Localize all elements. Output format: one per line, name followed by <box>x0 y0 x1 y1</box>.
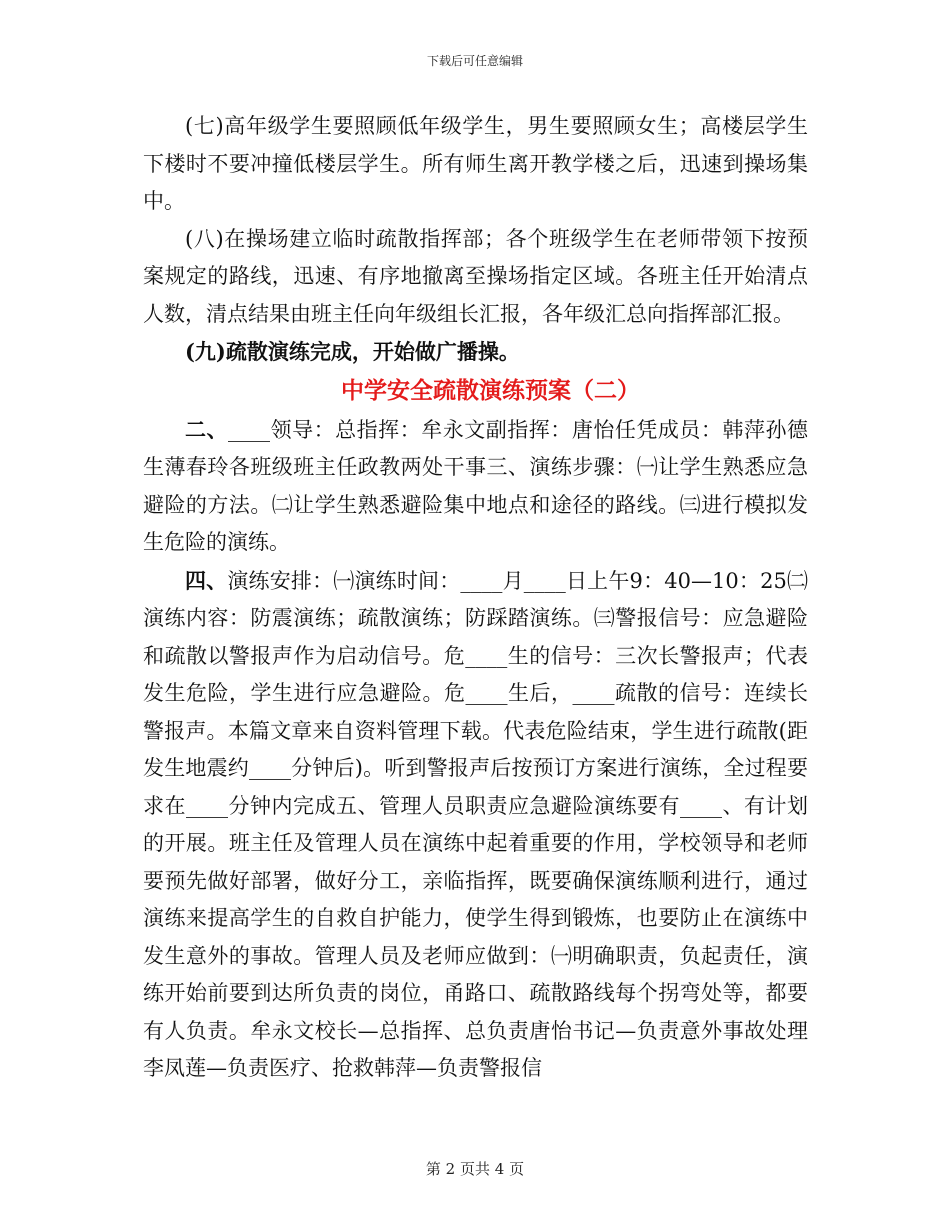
section-4-label: 四、 <box>185 567 228 593</box>
section-title: 中学安全疏散演练预案（二） <box>341 376 640 404</box>
paragraph-8: (八)在操场建立临时疏散指挥部；各个班级学生在老师带领下按预案规定的路线，迅速、有序地撤离至操场指定区域。各班主任开始清点人数，清点结果由班主任向年级组长汇报，各年级汇总向指挥部汇报。 <box>143 226 808 326</box>
document-body <box>143 108 808 1088</box>
section-2-paragraph <box>143 411 808 562</box>
paragraph-9: (九)疏散演练完成，开始做广播操。 <box>185 339 520 364</box>
page-header: 下载后可任意编辑 <box>426 54 523 68</box>
section-2-text: ____领导：总指挥：牟永文副指挥：唐怡任凭成员：韩萍孙德生薄春玲各班级班主任政教两处干事三、演练步骤：㈠让学生熟悉应急避险的方法。㈡让学生熟悉避险集中地点和途径的路线。㈢进行模拟发生危险的演练。 <box>143 417 809 554</box>
section-2-label: 二、 <box>185 416 229 442</box>
page-footer: 第 2 页共 4 页 <box>425 1160 525 1178</box>
section-4-paragraph <box>143 562 808 1088</box>
paragraph-7: (七)高年级学生要照顾低年级学生，男生要照顾女生；高楼层学生下楼时不要冲撞低楼层学生。所有师生离开教学楼之后，迅速到操场集中。 <box>143 114 808 213</box>
section-4-text: 演练安排：㈠演练时间：____月____日上午9：40—10：25㈡演练内容：防震演练；疏散演练；防踩踏演练。㈢警报信号：应急避险和疏散以警报声作为启动信号。危____生的信号：三次长警报声；代表发生危险，学生进行应急避险。危____生后，____疏散的信号：连续长警报声。本篇文章来自资料管理下载。代表危险结束，学生进行疏散(距发生地震约____分钟后)。听到警报声后按预订方案进行演练，全过程要求在____分钟内完成五、管理人员职责应急避险演练要有____、有计划的开展。班主任及管理人员在演练中起着重要的作用，学校领导和老师要预先做好部署，做好分工，亲临指挥，既要确保演练顺利进行，通过演练来提高学生的自救自护能力，使学生得到锻炼，也要防止在演练中发生意外的事故。管理人员及老师应做到：㈠明确职责，负起责任，演练开始前要到达所负责的岗位，甬路口、疏散路线每个拐弯处等，都要有人负责。牟永文校长—总指挥、总负责唐怡书记—负责意外事故处理李凤莲—负责医疗、抢救韩萍—负责警报信 <box>143 568 808 1080</box>
